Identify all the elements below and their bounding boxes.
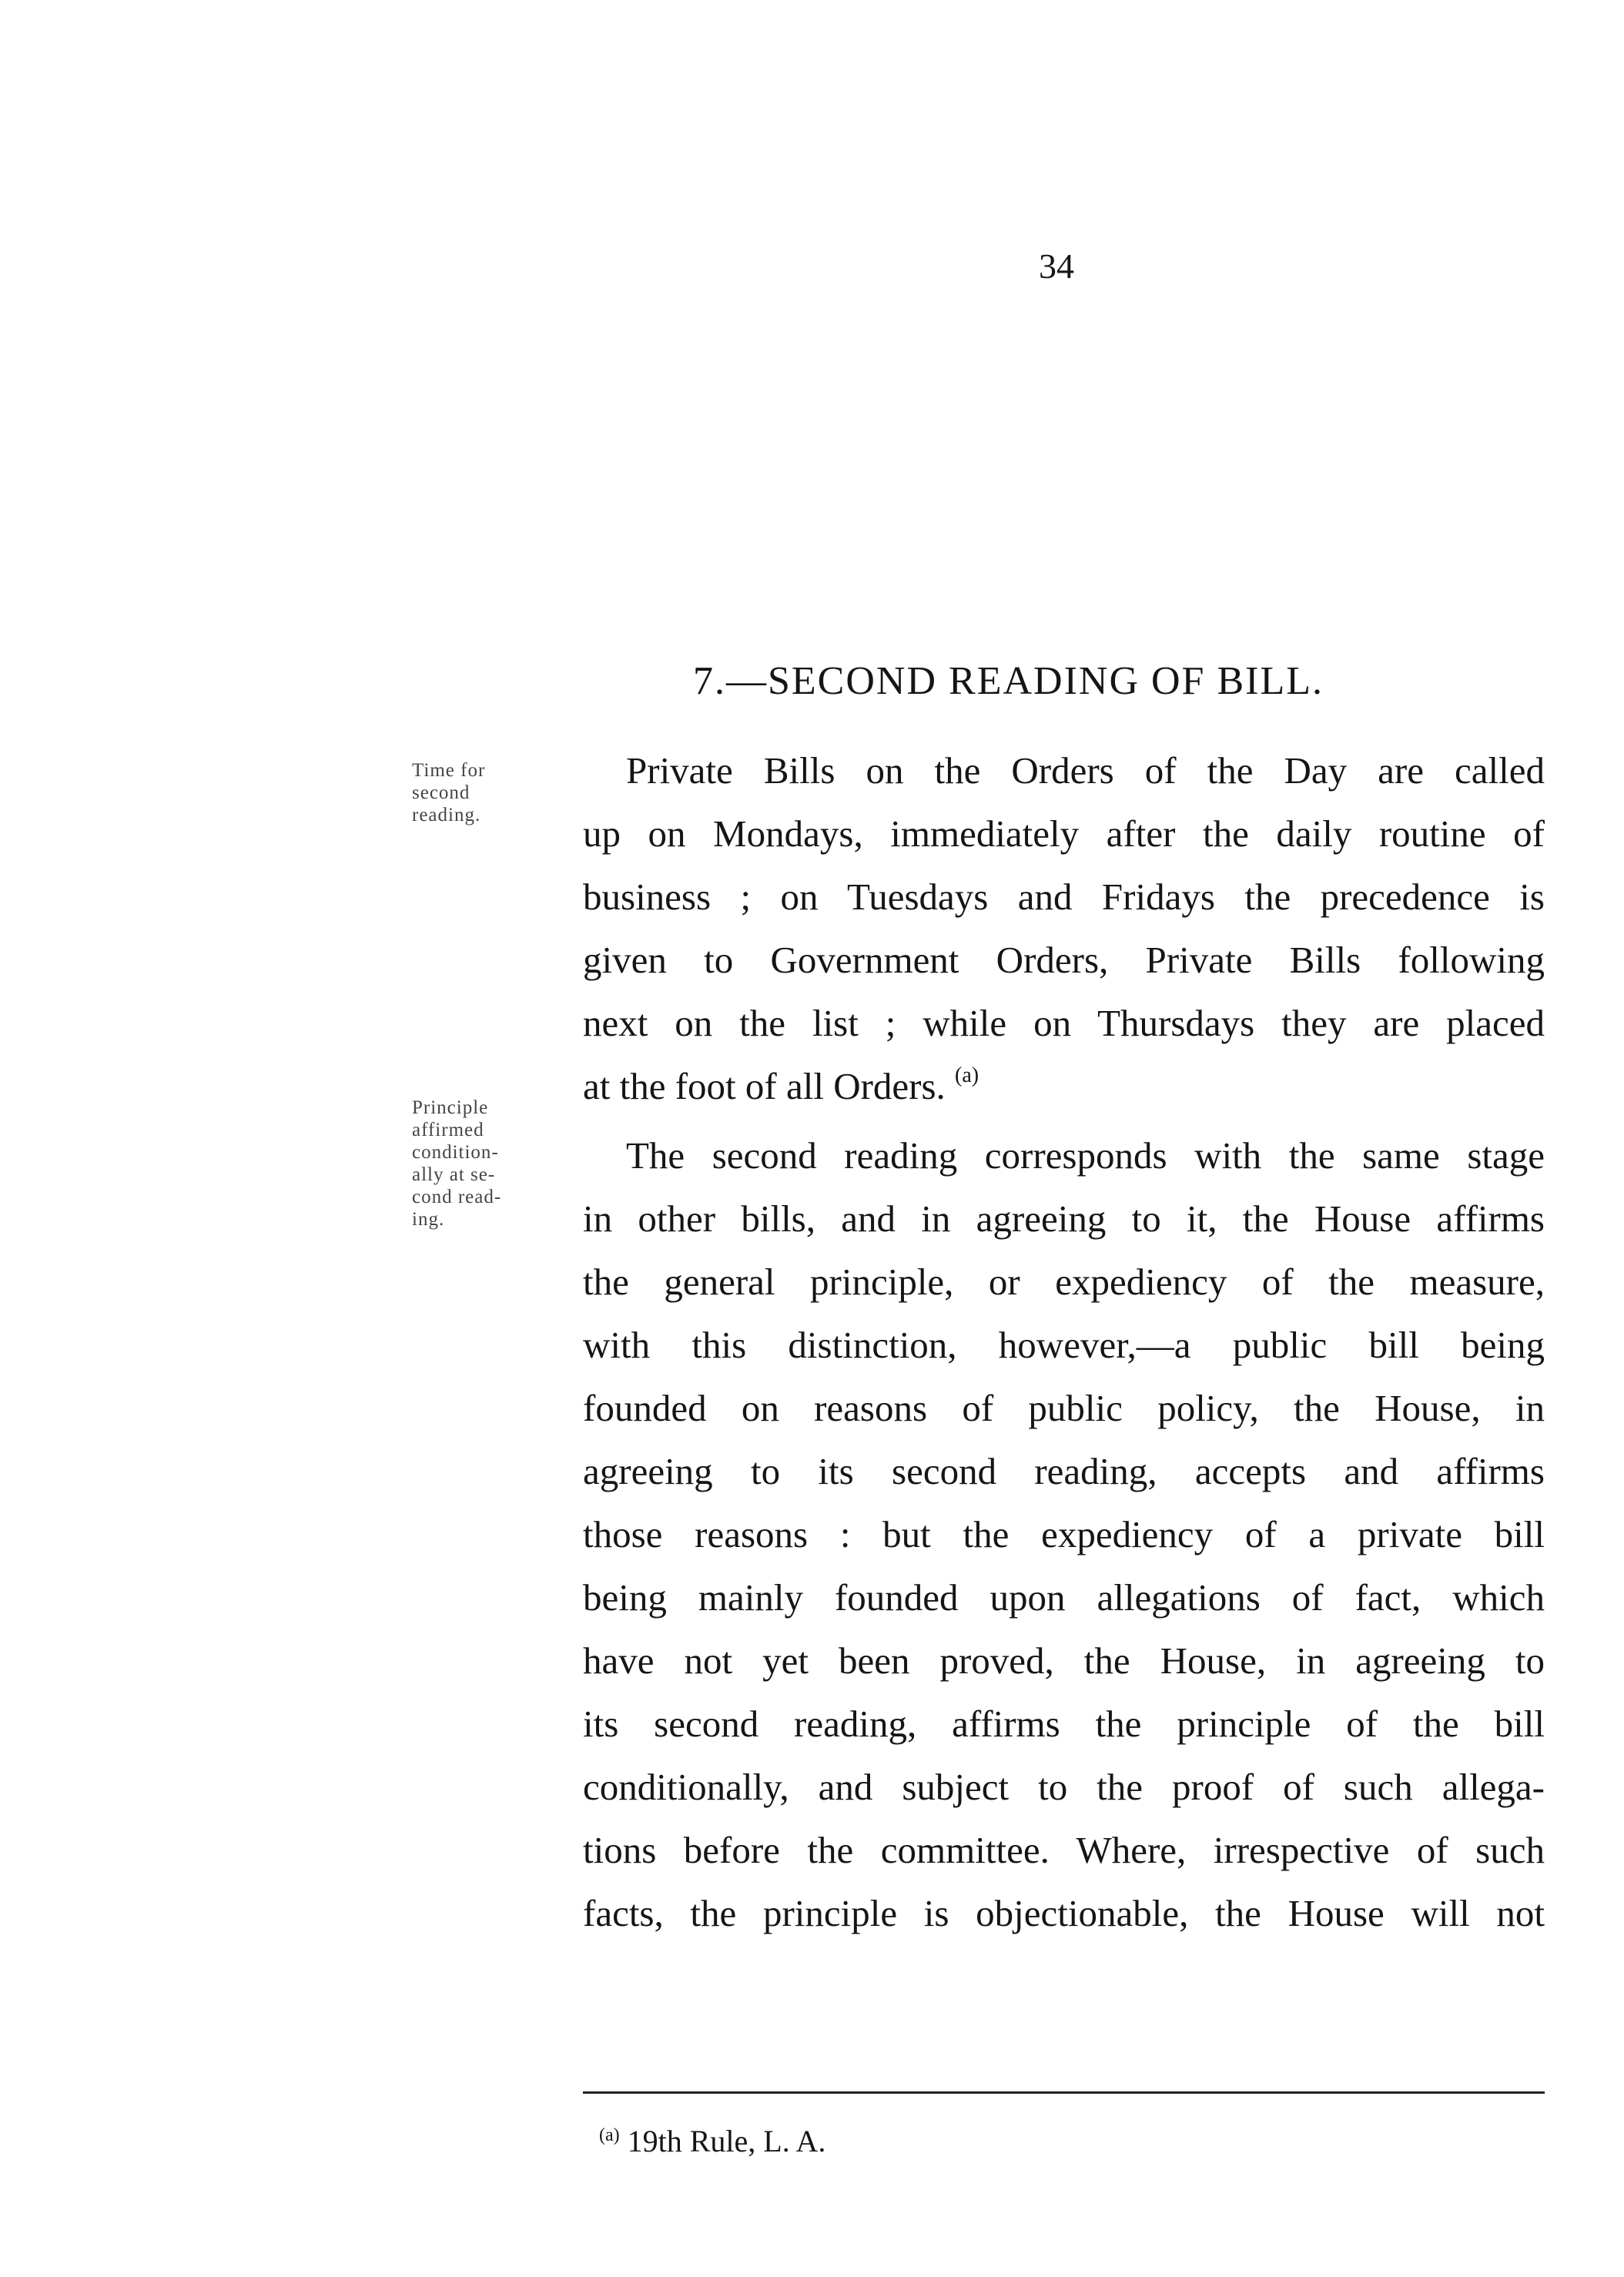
text-line: business ; on Tuesdays and Fridays the precedence is	[583, 876, 1545, 918]
text-line: founded on reasons of public policy, the House, in	[583, 1387, 1545, 1429]
footnote-reference: (a)	[955, 1063, 979, 1087]
text-line-with-note	[583, 1055, 1545, 1118]
margin-note-time-for-second-reading	[412, 759, 551, 826]
text-line: conditionally, and subject to the proof of such allega-	[583, 1766, 1545, 1808]
margin-note-line: Principle	[412, 1097, 489, 1118]
text-line: facts, the principle is objectionable, the House will not	[583, 1892, 1545, 1934]
text-line: its second reading, affirms the principle of the bill	[583, 1703, 1545, 1745]
section-title: 7.—SECOND READING OF BILL.	[693, 659, 1324, 703]
footnote-rule	[583, 2091, 1545, 2094]
margin-note-line: cond read-	[412, 1187, 502, 1207]
margin-note-line: Time for	[412, 760, 486, 781]
margin-note-line: reading.	[412, 805, 481, 825]
margin-note-line: ing.	[412, 1209, 445, 1230]
footnote-text: 19th Rule, L. A.	[627, 2124, 826, 2158]
footnote	[599, 2121, 1061, 2161]
text-line: being mainly founded upon allegations of fact, which	[583, 1576, 1545, 1619]
margin-note-line: affirmed	[412, 1120, 484, 1140]
footnote-marker: (a)	[599, 2125, 620, 2145]
text-line: given to Government Orders, Private Bills following	[583, 939, 1545, 981]
text-line: have not yet been proved, the House, in agreeing to	[583, 1639, 1545, 1682]
text-line: at the foot of all Orders.	[583, 1065, 946, 1107]
margin-note-line: condition-	[412, 1142, 499, 1163]
margin-note-line: second	[412, 782, 470, 803]
margin-note-principle-affirmed	[412, 1097, 551, 1231]
text-line: with this distinction, however,—a public bill being	[583, 1324, 1545, 1366]
text-line: in other bills, and in agreeing to it, the House affirms	[583, 1197, 1545, 1240]
text-line: next on the list ; while on Thursdays they are placed	[583, 1002, 1545, 1044]
paragraph-principle-affirmed	[583, 1124, 1545, 1945]
text-line: Private Bills on the Orders of the Day are called	[626, 749, 1545, 792]
margin-note-line: ally at se-	[412, 1164, 496, 1185]
text-line: tions before the committee. Where, irrespective of such	[583, 1829, 1545, 1871]
page-number: 34	[1039, 246, 1074, 286]
text-line: agreeing to its second reading, accepts and affirms	[583, 1450, 1545, 1492]
text-line: up on Mondays, immediately after the daily routine of	[583, 812, 1545, 855]
text-line: The second reading corresponds with the same stage	[626, 1134, 1545, 1177]
text-line: those reasons : but the expediency of a private bill	[583, 1513, 1545, 1555]
paragraph-time-for-second-reading	[583, 739, 1545, 1118]
text-line: the general principle, or expediency of the measure,	[583, 1261, 1545, 1303]
